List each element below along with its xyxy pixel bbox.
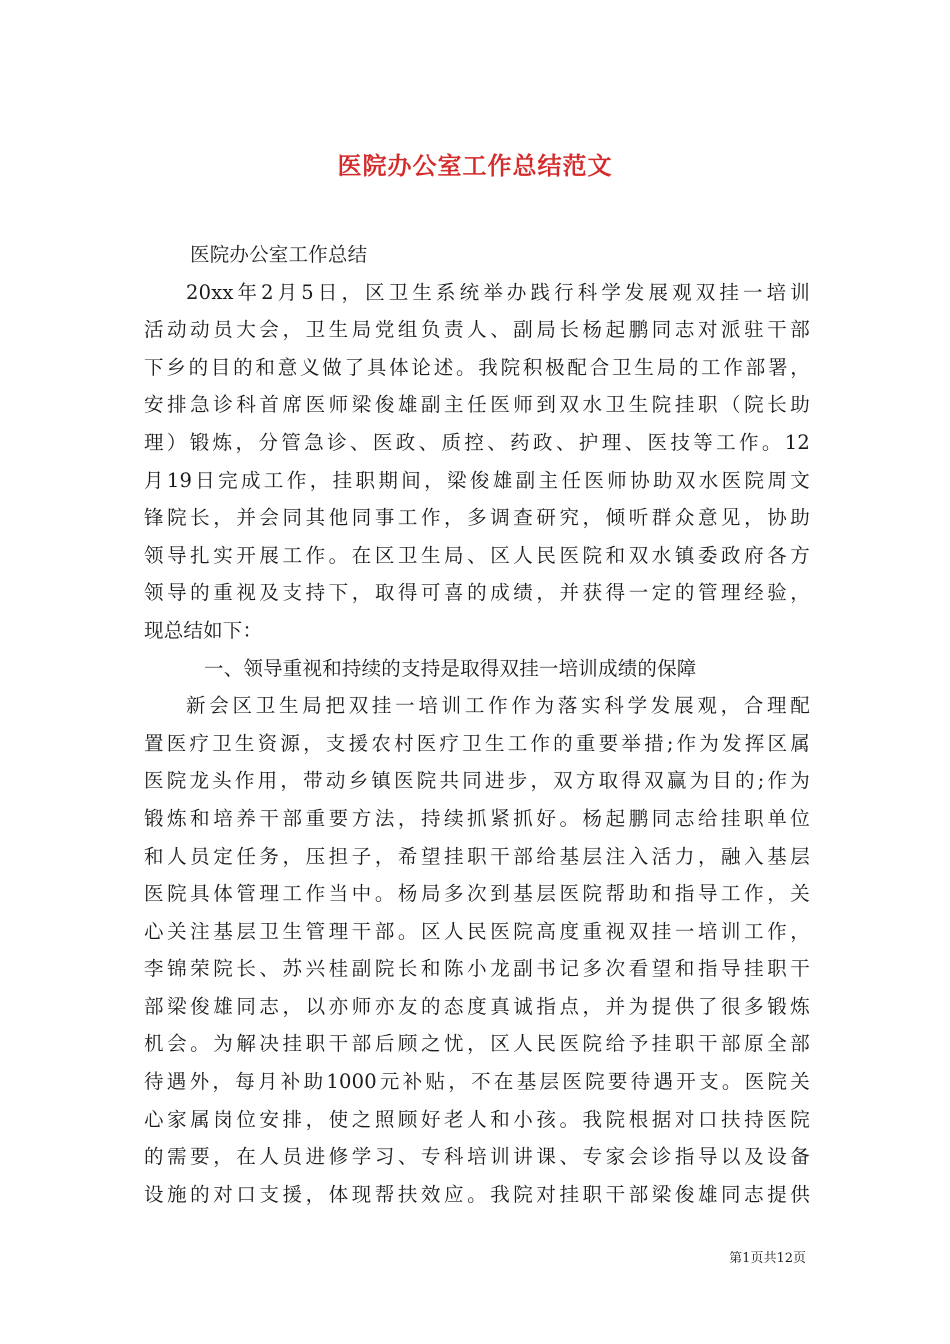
paragraph-line: 理）锻炼，分管急诊、医政、质控、药政、护理、医技等工作。12 xyxy=(144,430,810,454)
paragraph-line: 待遇外，每月补助1000元补贴，不在基层医院要待遇开支。医院关 xyxy=(144,1070,810,1094)
paragraph-line: 医院具体管理工作当中。杨局多次到基层医院帮助和指导工作，关 xyxy=(144,882,810,906)
section-heading: 一、领导重视和持续的支持是取得双挂一培训成绩的保障 xyxy=(204,656,697,680)
paragraph-line: 锋院长，并会同其他同事工作，多调查研究，倾听群众意见，协助 xyxy=(144,506,810,530)
paragraph-line: 月19日完成工作，挂职期间，梁俊雄副主任医师协助双水医院周文 xyxy=(144,468,810,492)
paragraph-line: 心家属岗位安排，使之照顾好老人和小孩。我院根据对口扶持医院 xyxy=(144,1107,810,1131)
document-title: 医院办公室工作总结范文 xyxy=(337,151,613,181)
paragraph-line: 心关注基层卫生管理干部。区人民医院高度重视双挂一培训工作， xyxy=(144,919,810,943)
paragraph-line: 下乡的目的和意义做了具体论述。我院积极配合卫生局的工作部署， xyxy=(144,355,810,379)
paragraph-line: 安排急诊科首席医师梁俊雄副主任医师到双水卫生院挂职（院长助 xyxy=(144,393,810,417)
paragraph-intro xyxy=(144,274,810,650)
paragraph-line: 置医疗卫生资源，支援农村医疗卫生工作的重要举措;作为发挥区属 xyxy=(144,731,810,755)
paragraph-line: 和人员定任务，压担子，希望挂职干部给基层注入活力，融入基层 xyxy=(144,844,810,868)
document-subtitle: 医院办公室工作总结 xyxy=(190,243,368,266)
paragraph-line: 新会区卫生局把双挂一培训工作作为落实科学发展观，合理配 xyxy=(186,694,810,718)
document-body xyxy=(144,236,810,1213)
paragraph-line: 李锦荣院长、苏兴桂副院长和陈小龙副书记多次看望和指导挂职干 xyxy=(144,957,810,981)
paragraph-section1 xyxy=(144,687,810,1213)
paragraph-line: 医院龙头作用，带动乡镇医院共同进步，双方取得双赢为目的;作为 xyxy=(144,769,810,793)
paragraph-line: 20xx年2月5日，区卫生系统举办践行科学发展观双挂一培训 xyxy=(186,280,810,304)
paragraph-line: 机会。为解决挂职干部后顾之忧，区人民医院给予挂职干部原全部 xyxy=(144,1032,810,1056)
paragraph-line: 活动动员大会，卫生局党组负责人、副局长杨起鹏同志对派驻干部 xyxy=(144,318,810,342)
page-number: 第1页共12页 xyxy=(729,1251,806,1266)
paragraph-line: 领导的重视及支持下，取得可喜的成绩，并获得一定的管理经验， xyxy=(144,581,810,605)
paragraph-line: 设施的对口支援，体现帮扶效应。我院对挂职干部梁俊雄同志提供 xyxy=(144,1182,810,1206)
paragraph-line: 领导扎实开展工作。在区卫生局、区人民医院和双水镇委政府各方 xyxy=(144,543,810,567)
paragraph-line: 现总结如下： xyxy=(144,618,263,642)
paragraph-line: 部梁俊雄同志，以亦师亦友的态度真诚指点，并为提供了很多锻炼 xyxy=(144,994,810,1018)
paragraph-line: 锻炼和培养干部重要方法，持续抓紧抓好。杨起鹏同志给挂职单位 xyxy=(144,806,810,830)
paragraph-line: 的需要，在人员进修学习、专科培训讲课、专家会诊指导以及设备 xyxy=(144,1145,810,1169)
